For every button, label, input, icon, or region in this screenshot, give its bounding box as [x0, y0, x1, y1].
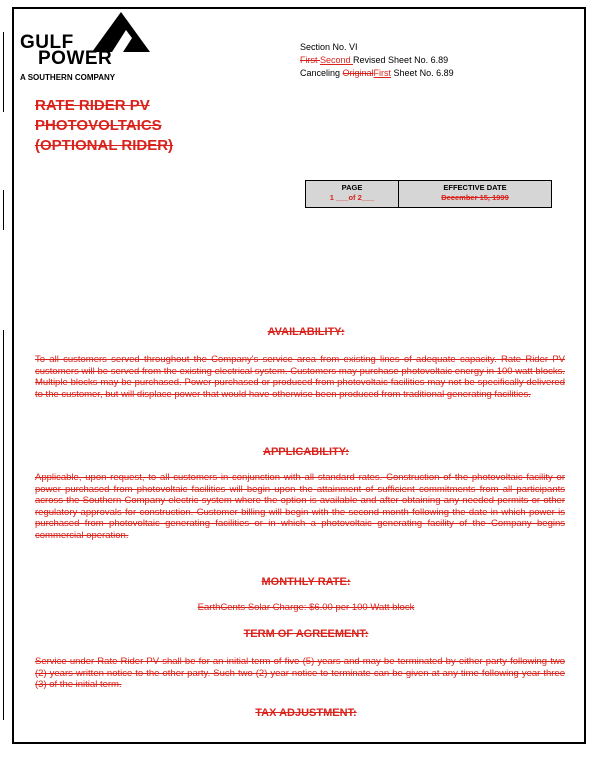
- revised-old-text: First: [300, 55, 320, 65]
- tax-adjustment-heading: TAX ADJUSTMENT:: [255, 707, 357, 719]
- margin-mark: [3, 330, 4, 720]
- page-value: 1 ___of 2___: [329, 193, 375, 202]
- effective-date-cell: [399, 181, 551, 207]
- logo-word-gulf: GULF: [20, 32, 74, 53]
- triangle-logo-icon: [92, 12, 150, 52]
- page-cell: [306, 181, 399, 207]
- availability-text: To all customers served throughout the Company's service area from existing lines of adequate capacity. Rate Rider PV customers will be served from the existing electrical system. Customers may purchase photovoltaic energy in 100 watt blocks. Multiple blocks may be purchased. Power purchased or produced from photovoltaic facilities may not be specifically delivered to the customer, but will displace power that would have otherwise been produced from traditional generating facilities.: [35, 354, 565, 400]
- effective-date-value: December 15, 1999: [441, 193, 509, 202]
- term-text: Service under Rate Rider PV shall be for an initial term of five (5) years and may be terminated by either party following two (2) years written notice to the other party. Such two (2) year notice to terminate can be given at any time following year three (3) of the initial term.: [35, 656, 565, 691]
- effective-date-label: EFFECTIVE DATE: [443, 183, 507, 192]
- rider-title-line1: RATE RIDER PV: [35, 97, 150, 114]
- applicability-text: Applicable, upon request, to all customers in conjunction with all standard rates. Construction of the photovoltaic facility or power purchased from photovoltaic facilities will begin upon the attainment of sufficient commitments from all participants across the Southern Company electric system where the option is available and after obtaining any needed permits or other regulatory approvals for construction. Customer billing will begin with the second month following the date in which power is purchased from photovoltaic generating facilities or in which a photovoltaic generating facility of the Company begins commercial operation.: [35, 472, 565, 541]
- margin-mark: [3, 32, 4, 112]
- logo-word-power: POWER: [38, 48, 113, 69]
- margin-mark: [3, 190, 4, 230]
- rider-title-line2: PHOTOVOLTAICS: [35, 117, 162, 134]
- canceling-rest-text: Sheet No. 6.89: [391, 68, 454, 78]
- revised-sheet-line: [300, 54, 454, 67]
- canceling-prefix: Canceling: [300, 68, 343, 78]
- monthly-rate-heading: MONTHLY RATE:: [261, 576, 351, 588]
- canceling-sheet-line: [300, 67, 454, 80]
- applicability-heading: APPLICABILITY:: [263, 446, 349, 458]
- revised-new-text: Second: [320, 55, 354, 65]
- canceling-old-text: Original: [342, 68, 374, 78]
- rider-title: [35, 96, 173, 156]
- gulf-power-logo: [20, 12, 150, 84]
- rider-title-line3: (OPTIONAL RIDER): [35, 137, 174, 154]
- logo-tagline: A SOUTHERN COMPANY: [20, 73, 116, 82]
- page-effective-box: [305, 180, 552, 208]
- term-heading: TERM OF AGREEMENT:: [243, 628, 369, 640]
- sheet-info: [300, 41, 454, 80]
- monthly-rate-line: EarthCents Solar Charge: $6.00 per 100 Watt block: [197, 602, 415, 613]
- availability-heading: AVAILABILITY:: [267, 326, 345, 338]
- page-label: PAGE: [341, 183, 363, 192]
- canceling-new-text: First: [373, 68, 392, 78]
- section-number: Section No. VI: [300, 42, 358, 52]
- revised-rest-text: Revised Sheet No. 6.89: [353, 55, 449, 65]
